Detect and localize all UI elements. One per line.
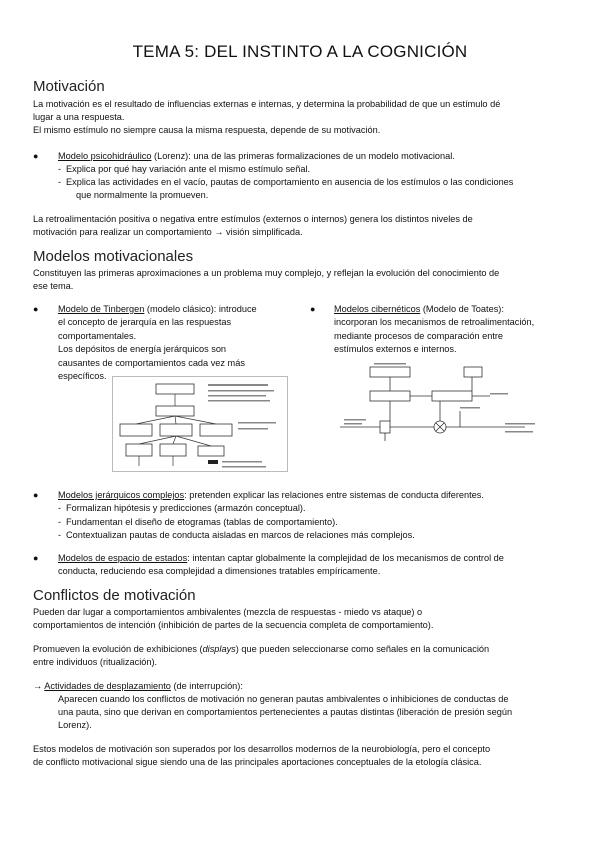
dash-marker: - [58, 517, 62, 527]
tinbergen-line4: Los depósitos de energía jerárquicos son [58, 344, 227, 355]
bullet-marker: ● [33, 304, 39, 314]
heading-modelos-motivacionales: Modelos motivacionales [33, 248, 194, 265]
s1-p1-line2: lugar a una respuesta. [33, 112, 125, 122]
dash-marker: - [58, 177, 62, 187]
s1-p2: El mismo estímulo no siempre causa la misma respuesta, depende de su motivación. [33, 125, 381, 135]
bullet-text: : pretenden explicar las relaciones entre sistemas de conducta diferentes. [184, 490, 484, 500]
actividades-rest: (de interrupción): [170, 681, 243, 691]
bullet-espacio-estados-line2: conducta, reduciendo esa complejidad a dimensiones tratables empíricamente. [58, 566, 381, 576]
s2-p1-line2: ese tema. [33, 281, 74, 291]
bullet-marker: ● [33, 151, 39, 161]
tinbergen-line6: específicos. [58, 371, 107, 382]
bullet-marker: ● [310, 304, 316, 314]
term-ciberneticos: Modelos cibernéticos [334, 304, 421, 314]
dash-item-5: Contextualizan pautas de conducta aisladas en marcos de relaciones más complejos. [66, 530, 415, 540]
tinbergen-line2: el concepto de jerarquía en las respuestas [58, 317, 232, 328]
arrow-glyph: → [33, 681, 45, 691]
term-jerarquicos: Modelos jerárquicos complejos [58, 490, 185, 500]
s1-p3-line2: motivación para realizar un comportamiento → visión simplificada. [33, 227, 303, 237]
bullet-marker: ● [33, 553, 39, 563]
heading-motivacion: Motivación [33, 78, 105, 95]
bullet-marker: ● [33, 490, 39, 500]
s3-p1-line1: Pueden dar lugar a comportamientos ambivalentes (mezcla de respuestas - miedo vs ataque) o [33, 607, 423, 617]
dash-item-3: Formalizan hipótesis y predicciones (armazón conceptual). [66, 503, 306, 513]
toates-line1 [334, 303, 559, 316]
actividades-line2: una pauta, sino que derivan en comportamientos pertenecientes a pautas distintas (liberación de presión según [58, 707, 513, 717]
toates-block [334, 303, 559, 357]
heading-conflictos: Conflictos de motivación [33, 587, 196, 604]
tinbergen-line5: causantes de comportamientos cada vez más [58, 357, 245, 368]
term-tinbergen: Modelo de Tinbergen [58, 304, 145, 314]
tinbergen-line3: comportamentales. [58, 330, 137, 341]
dash-marker: - [58, 530, 62, 540]
s1-p1-line1: La motivación es el resultado de influencias externas e internas, y determina la probabilidad de que un estímulo dé [33, 99, 501, 109]
s3-p1-line2: comportamientos de intención (inhibición de partes de la secuencia completa de comportamiento). [33, 620, 434, 630]
bullet-psicohidraulico [58, 150, 558, 163]
s3-p4-line2: de conflicto motivacional sigue siendo una de las principales aportaciones conceptuales de la etología clásica. [33, 757, 482, 767]
page-title: TEMA 5: DEL INSTINTO A LA COGNICIÓN [132, 42, 468, 61]
bullet-text: : intentan captar globalmente la complejidad de los mecanismos de control de [187, 553, 504, 563]
term-desplazamiento: Actividades de desplazamiento [44, 681, 171, 691]
s2-p1-line1: Constituyen las primeras aproximaciones a un problema muy complejo, y reflejan la evolución del conocimiento de [33, 268, 500, 278]
toates-text: (Modelo de Toates): [420, 304, 504, 314]
dash-item-4: Fundamentan el diseño de etogramas (tablas de comportamiento). [66, 517, 338, 527]
tinbergen-text: (modelo clásico): introduce [144, 304, 257, 314]
toates-line2: incorporan los mecanismos de retroalimentación, [334, 317, 535, 328]
dash-item-2-line2: que normalmente la promueven. [76, 190, 209, 200]
term-psicohidraulico: Modelo psicohidráulico [58, 151, 152, 161]
dash-marker: - [58, 503, 62, 513]
bullet-text: (Lorenz): una de las primeras formalizaciones de un modelo motivacional. [151, 151, 455, 161]
s3-p2-emphasis: displays [202, 644, 236, 654]
s3-p2-line1 [33, 643, 557, 656]
actividades-line3: Lorenz). [58, 720, 92, 730]
s3-p4-line1: Estos modelos de motivación son superados por los desarrollos modernos de la neurobiología, pero el concepto [33, 744, 491, 754]
s3-p2-line2: entre individuos (ritualización). [33, 657, 158, 667]
dash-marker: - [58, 164, 62, 174]
actividades-line1: Aparecen cuando los conflictos de motivación no generan pautas ambivalentes o inhibiciones de conductas de [58, 694, 509, 704]
tinbergen-hierarchy-diagram [112, 376, 288, 472]
s3-p2-text: Promueven la evolución de exhibiciones ( [33, 644, 203, 654]
actividades-heading [33, 680, 557, 693]
dash-item-1: Explica por qué hay variación ante el mismo estímulo señal. [66, 164, 311, 174]
toates-line3: mediante procesos de comparación entre [334, 330, 504, 341]
term-espacio-estados: Modelos de espacio de estados [58, 553, 188, 563]
bullet-espacio-estados [58, 552, 558, 565]
dash-item-2-line1: Explica las actividades en el vacío, pautas de comportamiento en ausencia de los estímulos o las condiciones [66, 177, 514, 187]
tinbergen-block [58, 303, 282, 383]
s1-p3-line1: La retroalimentación positiva o negativa entre estímulos (externos o internos) genera los distintos niveles de [33, 214, 473, 224]
toates-line4: estímulos externos e internos. [334, 344, 457, 355]
s3-p2-text-rest: ) que pueden seleccionarse como señales en la comunicación [235, 644, 490, 654]
toates-feedback-diagram [340, 363, 550, 443]
bullet-jerarquicos [58, 489, 558, 502]
tinbergen-line1 [58, 303, 282, 316]
